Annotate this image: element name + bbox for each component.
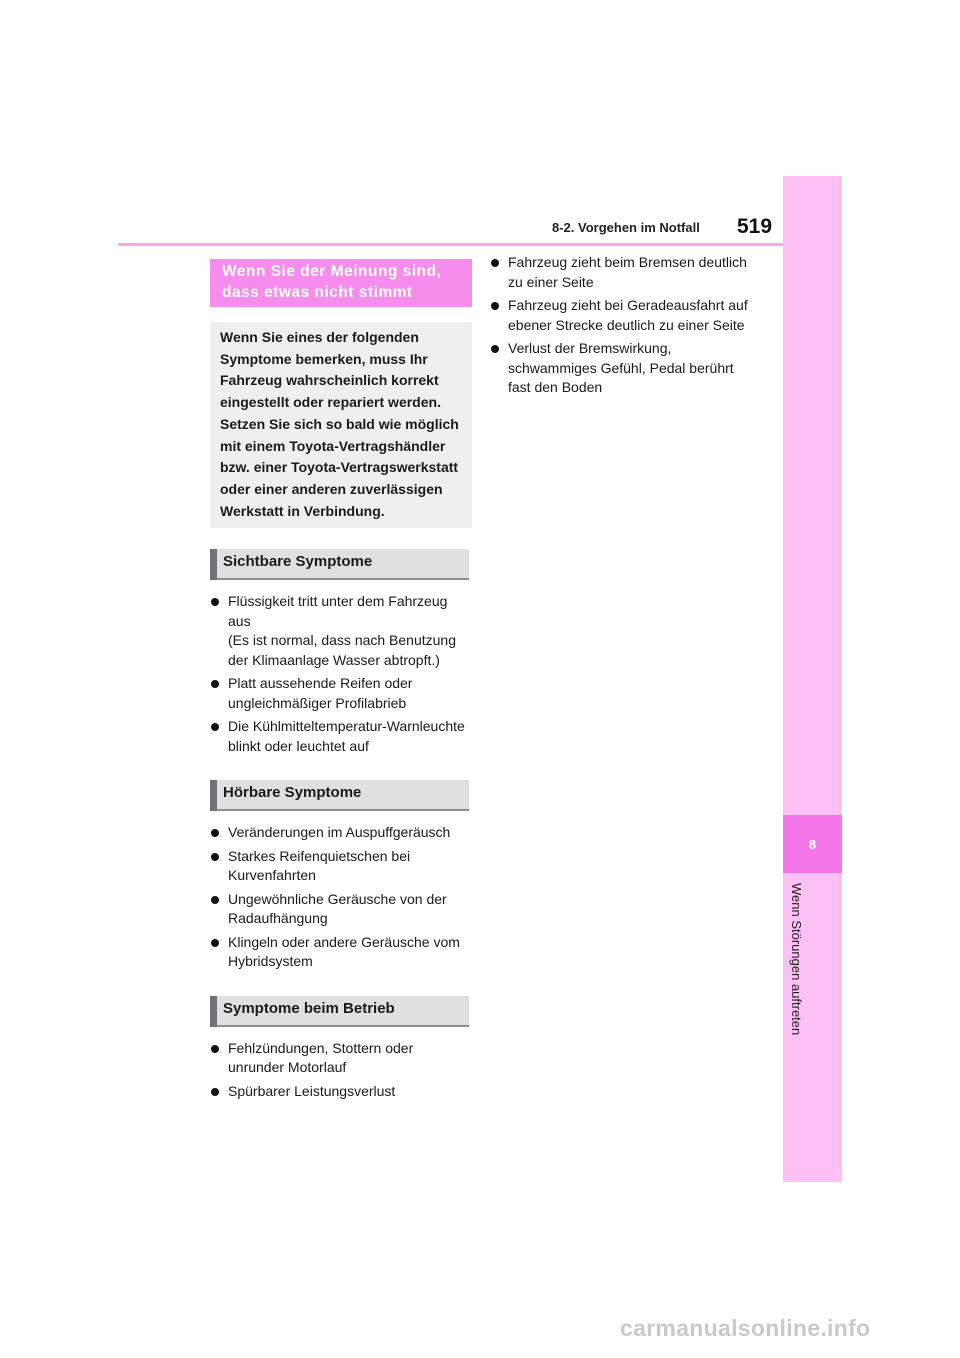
chapter-label: Wenn Störungen auftreten (789, 883, 804, 1036)
operation-symptoms-list (210, 1039, 472, 1102)
list-item: Verlust der Bremswirkung, schwammiges Gefühl, Pedal berührt fast den Boden (490, 339, 752, 398)
heading-bar (210, 996, 217, 1027)
list-item: Flüssigkeit tritt unter dem Fahrzeug aus (Es ist normal, dass nach Benutzung der Klimaanlage Wasser abtropft.) (210, 592, 472, 670)
right-symptoms-list (490, 253, 752, 398)
bullet-icon (211, 680, 219, 688)
heading-bar (210, 549, 217, 580)
bullet-icon (491, 345, 499, 353)
list-item: Ungewöhnliche Geräusche von der Radaufhängung (210, 890, 472, 929)
list-item: Die Kühlmitteltemperatur-Warnleuchte blinkt oder leuchtet auf (210, 717, 472, 756)
list-item: Fahrzeug zieht beim Bremsen deutlich zu einer Seite (490, 253, 752, 292)
intro-box: Wenn Sie eines der folgenden Symptome bemerken, muss Ihr Fahrzeug wahrscheinlich korrekt eingestellt oder repariert werden. Setzen Sie sich so bald wie möglich mit einem Toyota-Vertragshändler bzw. einer Toyota-Vertragswerkstatt oder einer anderen zuverlässigen Werkstatt in Verbindung. (210, 322, 472, 528)
bullet-icon (491, 302, 499, 310)
main-heading: Wenn Sie der Meinung sind, dass etwas nicht stimmt (210, 259, 472, 307)
section-title: 8-2. Vorgehen im Notfall (552, 220, 700, 235)
audible-symptoms-list (210, 823, 472, 972)
list-item: Fehlzündungen, Stottern oder unrunder Motorlauf (210, 1039, 472, 1078)
list-item: Starkes Reifenquietschen bei Kurvenfahrten (210, 847, 472, 886)
header-rule (118, 243, 783, 246)
section-heading-operation (210, 996, 469, 1027)
list-item: Veränderungen im Auspuffgeräusch (210, 823, 472, 843)
bullet-icon (211, 1088, 219, 1096)
visible-symptoms-list (210, 592, 472, 756)
section-heading-label: Hörbare Symptome (223, 784, 362, 802)
list-item: Spürbarer Leistungsverlust (210, 1082, 472, 1102)
footer-watermark: carmanualsonline.info (620, 1315, 871, 1341)
heading-bar (210, 780, 217, 811)
bullet-icon (491, 259, 499, 267)
left-column (210, 259, 472, 1105)
bullet-icon (211, 1045, 219, 1053)
bullet-icon (211, 598, 219, 606)
section-heading-audible (210, 780, 469, 811)
list-item: Klingeln oder andere Geräusche vom Hybridsystem (210, 933, 472, 972)
section-heading-label: Symptome beim Betrieb (223, 999, 395, 1017)
right-column (490, 253, 752, 402)
section-heading-label: Sichtbare Symptome (223, 553, 373, 571)
bullet-icon (211, 829, 219, 837)
bullet-icon (211, 939, 219, 947)
chapter-number: 8 (783, 815, 842, 873)
bullet-icon (211, 723, 219, 731)
list-item: Fahrzeug zieht bei Geradeausfahrt auf ebener Strecke deutlich zu einer Seite (490, 296, 752, 335)
section-heading-visible (210, 549, 469, 580)
bullet-icon (211, 896, 219, 904)
bullet-icon (211, 853, 219, 861)
page-number: 519 (737, 215, 773, 238)
list-item: Platt aussehende Reifen oder ungleichmäßiger Profilabrieb (210, 674, 472, 713)
